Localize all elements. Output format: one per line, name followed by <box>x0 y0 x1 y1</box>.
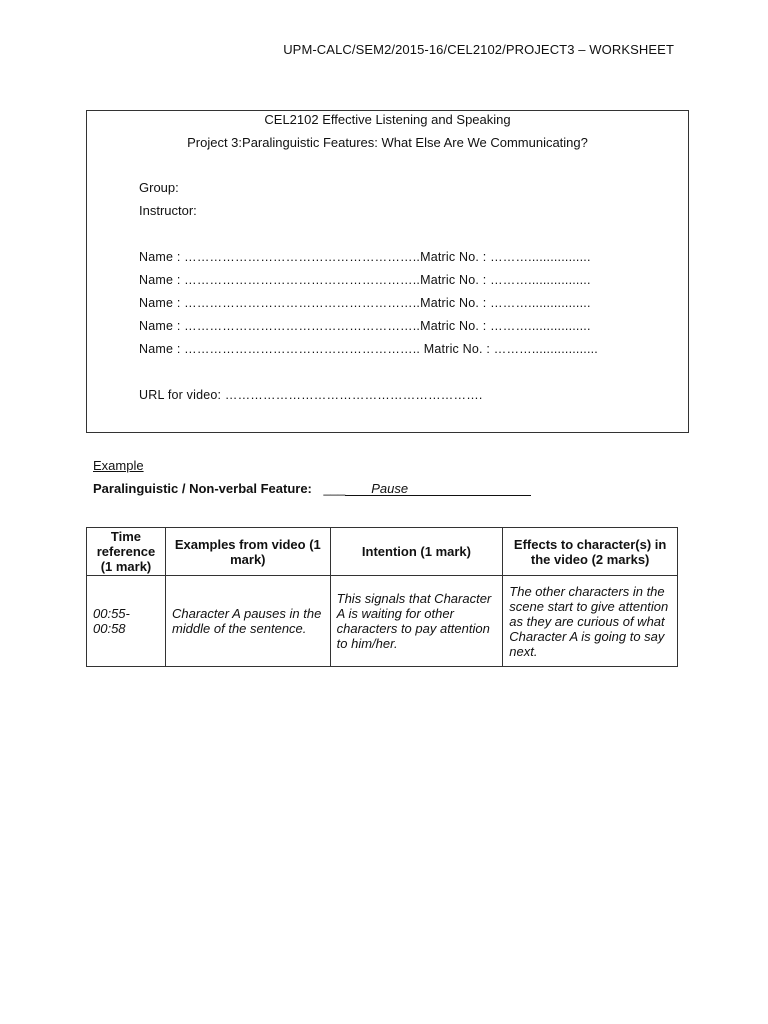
group-label: Group: <box>139 180 179 195</box>
instructor-label: Instructor: <box>139 203 197 218</box>
header-time-reference: Time reference (1 mark) <box>87 528 166 576</box>
header-intention: Intention (1 mark) <box>330 528 503 576</box>
example-heading: Example <box>93 458 144 473</box>
name-line: Name : ………………………………………………..Matric No. : ………................. <box>139 250 591 264</box>
cell-example: Character A pauses in the middle of the sentence. <box>165 576 330 667</box>
table-header-row <box>87 528 678 576</box>
feature-label: Paralinguistic / Non-verbal Feature: <box>93 481 312 496</box>
cell-effects: The other characters in the scene start to give attention as they are curious of what Character A is going to say next. <box>503 576 678 667</box>
cell-time: 00:55-00:58 <box>87 576 166 667</box>
course-title: CEL2102 Effective Listening and Speaking <box>264 112 511 127</box>
project-title: Project 3:Paralinguistic Features: What Else Are We Communicating? <box>187 135 588 150</box>
header-effects: Effects to character(s) in the video (2 marks) <box>503 528 678 576</box>
feature-prefix: ___ <box>323 481 346 496</box>
student-info-box <box>86 110 689 433</box>
document-header-code: UPM-CALC/SEM2/2015-16/CEL2102/PROJECT3 – WORKSHEET <box>283 42 674 57</box>
name-line: Name : ………………………………………………..Matric No. : ………................. <box>139 273 591 287</box>
name-line: Name : ………………………………………………..Matric No. : ………................. <box>139 319 591 333</box>
url-line: URL for video: ……………………………………………………. <box>139 388 483 402</box>
cell-intention: This signals that Character A is waiting for other characters to pay attention to him/her. <box>330 576 503 667</box>
header-examples: Examples from video (1 mark) <box>165 528 330 576</box>
feature-value: Pause <box>345 482 531 496</box>
example-table <box>86 527 678 667</box>
name-line: Name : ………………………………………………..Matric No. : ………................. <box>139 296 591 310</box>
name-line: Name : ……………………………………………….. Matric No. : ……….................. <box>139 342 598 356</box>
feature-line <box>93 481 531 496</box>
table-row <box>87 576 678 667</box>
